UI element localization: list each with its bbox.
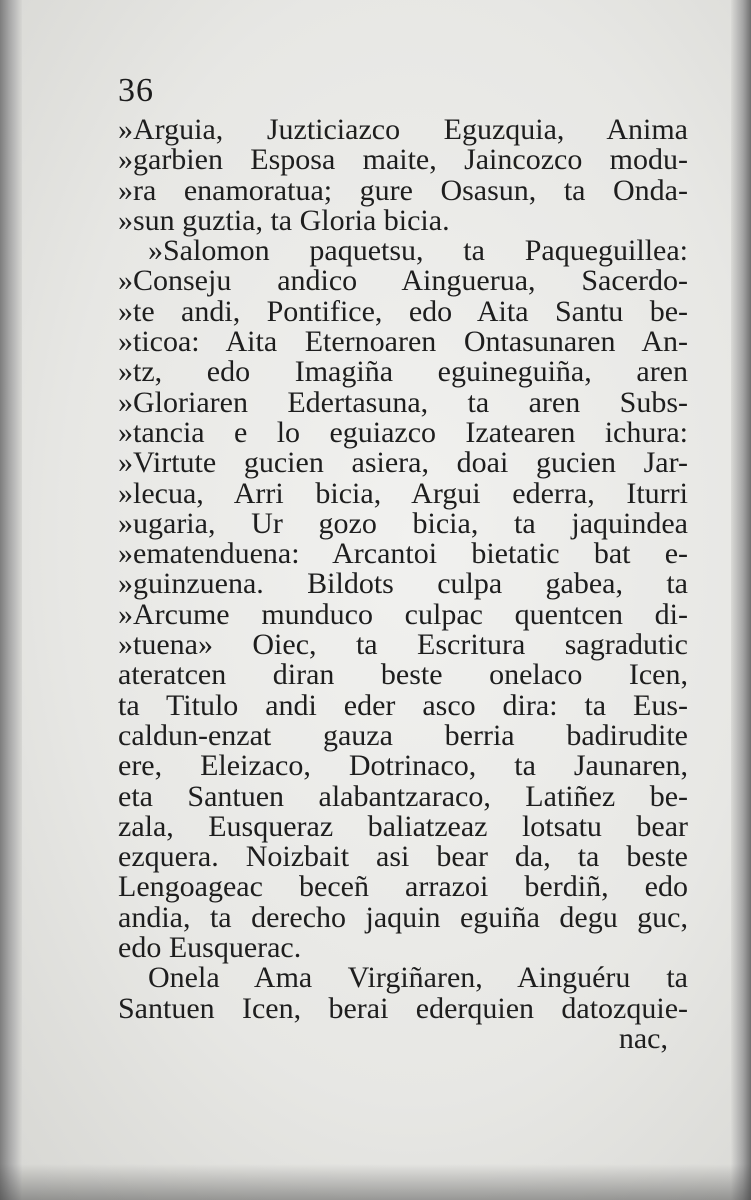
text-line: ezquera. Noizbait asi bear da, ta beste <box>118 840 688 874</box>
text-line: »ematenduena: Arcantoi bietatic bat e- <box>118 537 688 571</box>
text-line: »tuena» Oiec, ta Escritura sagradutic <box>118 628 688 662</box>
text-line: Santuen Icen, berai ederquien datozquie- <box>118 991 688 1025</box>
text-line: »te andi, Pontifice, edo Aita Santu be- <box>118 294 688 328</box>
text-line: »Virtute gucien asiera, doai gucien Jar- <box>118 446 688 480</box>
text-line: eta Santuen alabantzaraco, Latiñez be- <box>118 779 688 813</box>
text-line: »ra enamoratua; gure Osasun, ta Onda- <box>118 173 688 207</box>
text-line: »tancia e lo eguiazco Izatearen ichura: <box>118 415 688 449</box>
text-line: nac, <box>618 1021 668 1055</box>
text-line: edo Eusquerac. <box>118 931 302 965</box>
text-line: »Gloriaren Edertasuna, ta aren Subs- <box>118 385 688 419</box>
text-line: »Arguia, Juzticiazco Eguzquia, Anima <box>118 113 688 146</box>
text-line: »ticoa: Aita Eternoaren Ontasunaren An- <box>118 325 688 359</box>
text-line: »ugaria, Ur gozo bicia, ta jaquindea <box>118 506 688 540</box>
text-line: ere, Eleizaco, Dotrinaco, ta Jaunaren, <box>118 749 688 783</box>
text-line: »garbien Esposa maite, Jaincozco modu- <box>118 143 688 177</box>
text-line: Lengoageac beceñ arrazoi berdiñ, edo <box>118 870 688 904</box>
text-line: »lecua, Arri bicia, Argui ederra, Iturri <box>118 476 688 510</box>
text-line: ta Titulo andi eder asco dira: ta Eus- <box>118 688 688 722</box>
text-line: caldun-enzat gauza berria badiruditе <box>118 718 688 752</box>
page-right-edge <box>731 0 751 1200</box>
text-line: »sun guztia, ta Gloria bicia. <box>118 203 450 237</box>
body-text <box>118 115 688 1054</box>
text-line: ateratcen diran beste onelaco Icen, <box>118 658 688 692</box>
text-line: »Salomon paquetsu, ta Paqueguillea: <box>148 234 688 268</box>
text-line: »tz, edo Imagiña eguineguiña, aren <box>118 355 688 389</box>
page-left-edge <box>0 0 22 1200</box>
text-line: »Arcume munduco culpac quentcen di- <box>118 597 688 631</box>
text-line: »guinzuena. Bildots culpa gabea, ta <box>118 567 688 601</box>
page-bottom-shadow <box>0 1164 751 1200</box>
text-line: Onela Ama Virgiñaren, Ainguéru ta <box>148 961 688 995</box>
text-line: zala, Eusqueraz baliatzeaz lotsatu bear <box>118 809 688 843</box>
text-line: »Conseju andico Ainguerua, Sacerdo- <box>118 264 688 298</box>
text-line: andia, ta derecho jaquin eguiña degu guc, <box>118 900 688 934</box>
page-number: 36 <box>118 72 154 109</box>
